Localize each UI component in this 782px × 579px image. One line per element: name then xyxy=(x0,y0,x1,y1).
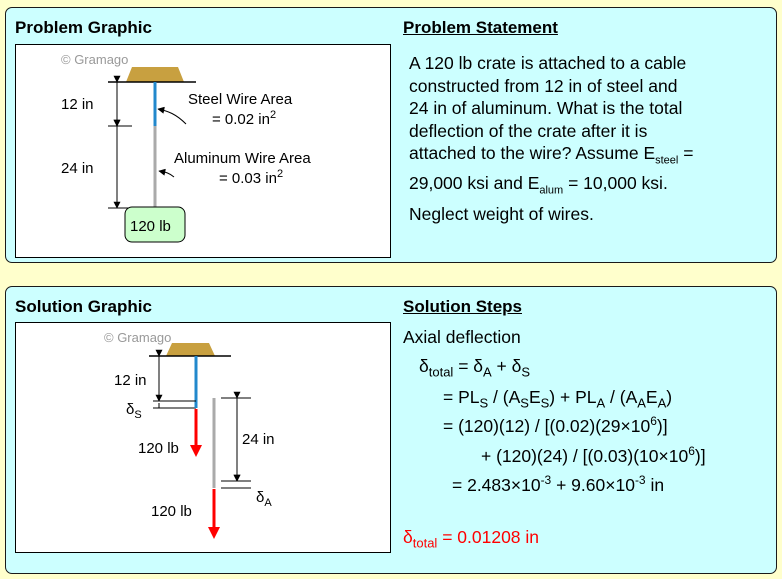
solution-graphic-header: Solution Graphic xyxy=(15,297,152,316)
solution-result: $\delta_{total} = 0.01208$ in xyxy=(403,527,540,551)
load-label-2: 120 lb xyxy=(151,503,192,520)
dim-label-top: 12 in xyxy=(61,96,94,113)
solution-step-5: = $2.483\times 10^{-3} + 9.60\times 10^{-3}$ in xyxy=(452,473,665,495)
solution-step-1: $\delta_{total} = \delta_A + \delta_S$ xyxy=(419,356,531,380)
statement-line: 24 in of aluminum. What is the total xyxy=(409,98,683,119)
solution-panel xyxy=(5,286,777,574)
watermark: © Gramago xyxy=(104,330,172,345)
problem-panel xyxy=(5,7,777,263)
delta-a-label: $\delta_A$ xyxy=(256,489,272,509)
ceiling-support xyxy=(126,67,184,82)
statement-line: constructed from 12 in of steel and xyxy=(409,75,678,96)
steel-area-label-2: = 0.02 $in^2$ xyxy=(212,109,277,128)
dim-label-steel: 12 in xyxy=(114,372,147,389)
statement-line: deflection of the crate after it is xyxy=(409,120,648,141)
statement-line: A 120 lb crate is attached to a cable xyxy=(409,53,687,73)
crate-label: 120 lb xyxy=(130,218,171,235)
load-label-1: 120 lb xyxy=(138,440,179,457)
solution-step-3: = $(120)(12) / [(0.02)(29\times 10^6)]$ xyxy=(443,414,668,436)
steel-leader-arrow xyxy=(158,109,186,124)
problem-graphic-header: Problem Graphic xyxy=(15,18,152,37)
problem-statement-text xyxy=(409,52,769,225)
watermark: © Gramago xyxy=(61,52,129,67)
solution-step-4: + $(120)(24) / [(0.03)(10\times 10^6)]$ xyxy=(481,444,706,466)
statement-line: attached to the wire? Assume $E_{steel}$ = xyxy=(409,143,694,167)
statement-line: 29,000 ksi and $E_{alum} = 10,000$ ksi. xyxy=(409,173,668,197)
aluminum-area-label-1: Aluminum Wire Area xyxy=(174,150,311,167)
ceiling-support xyxy=(166,343,215,356)
solution-step-title: Axial deflection xyxy=(403,327,521,347)
statement-line: Neglect weight of wires. xyxy=(409,203,594,224)
solution-steps-header: Solution Steps xyxy=(403,297,522,316)
steel-area-label-1: Steel Wire Area xyxy=(188,91,293,108)
solution-step-2: = $PL_S / (A_SE_S) + PL_A / (A_AE_A)$ xyxy=(443,387,673,411)
aluminum-leader-arrow xyxy=(159,171,174,177)
problem-statement-header: Problem Statement xyxy=(403,18,558,37)
solution-graphic xyxy=(15,322,391,553)
aluminum-area-label-2: = 0.03 $in^2$ xyxy=(219,168,284,187)
problem-graphic xyxy=(15,44,391,258)
dim-label-bottom: 24 in xyxy=(61,160,94,177)
delta-s-label: $\delta_S$ xyxy=(126,401,142,421)
dim-label-aluminum: 24 in xyxy=(242,431,275,448)
